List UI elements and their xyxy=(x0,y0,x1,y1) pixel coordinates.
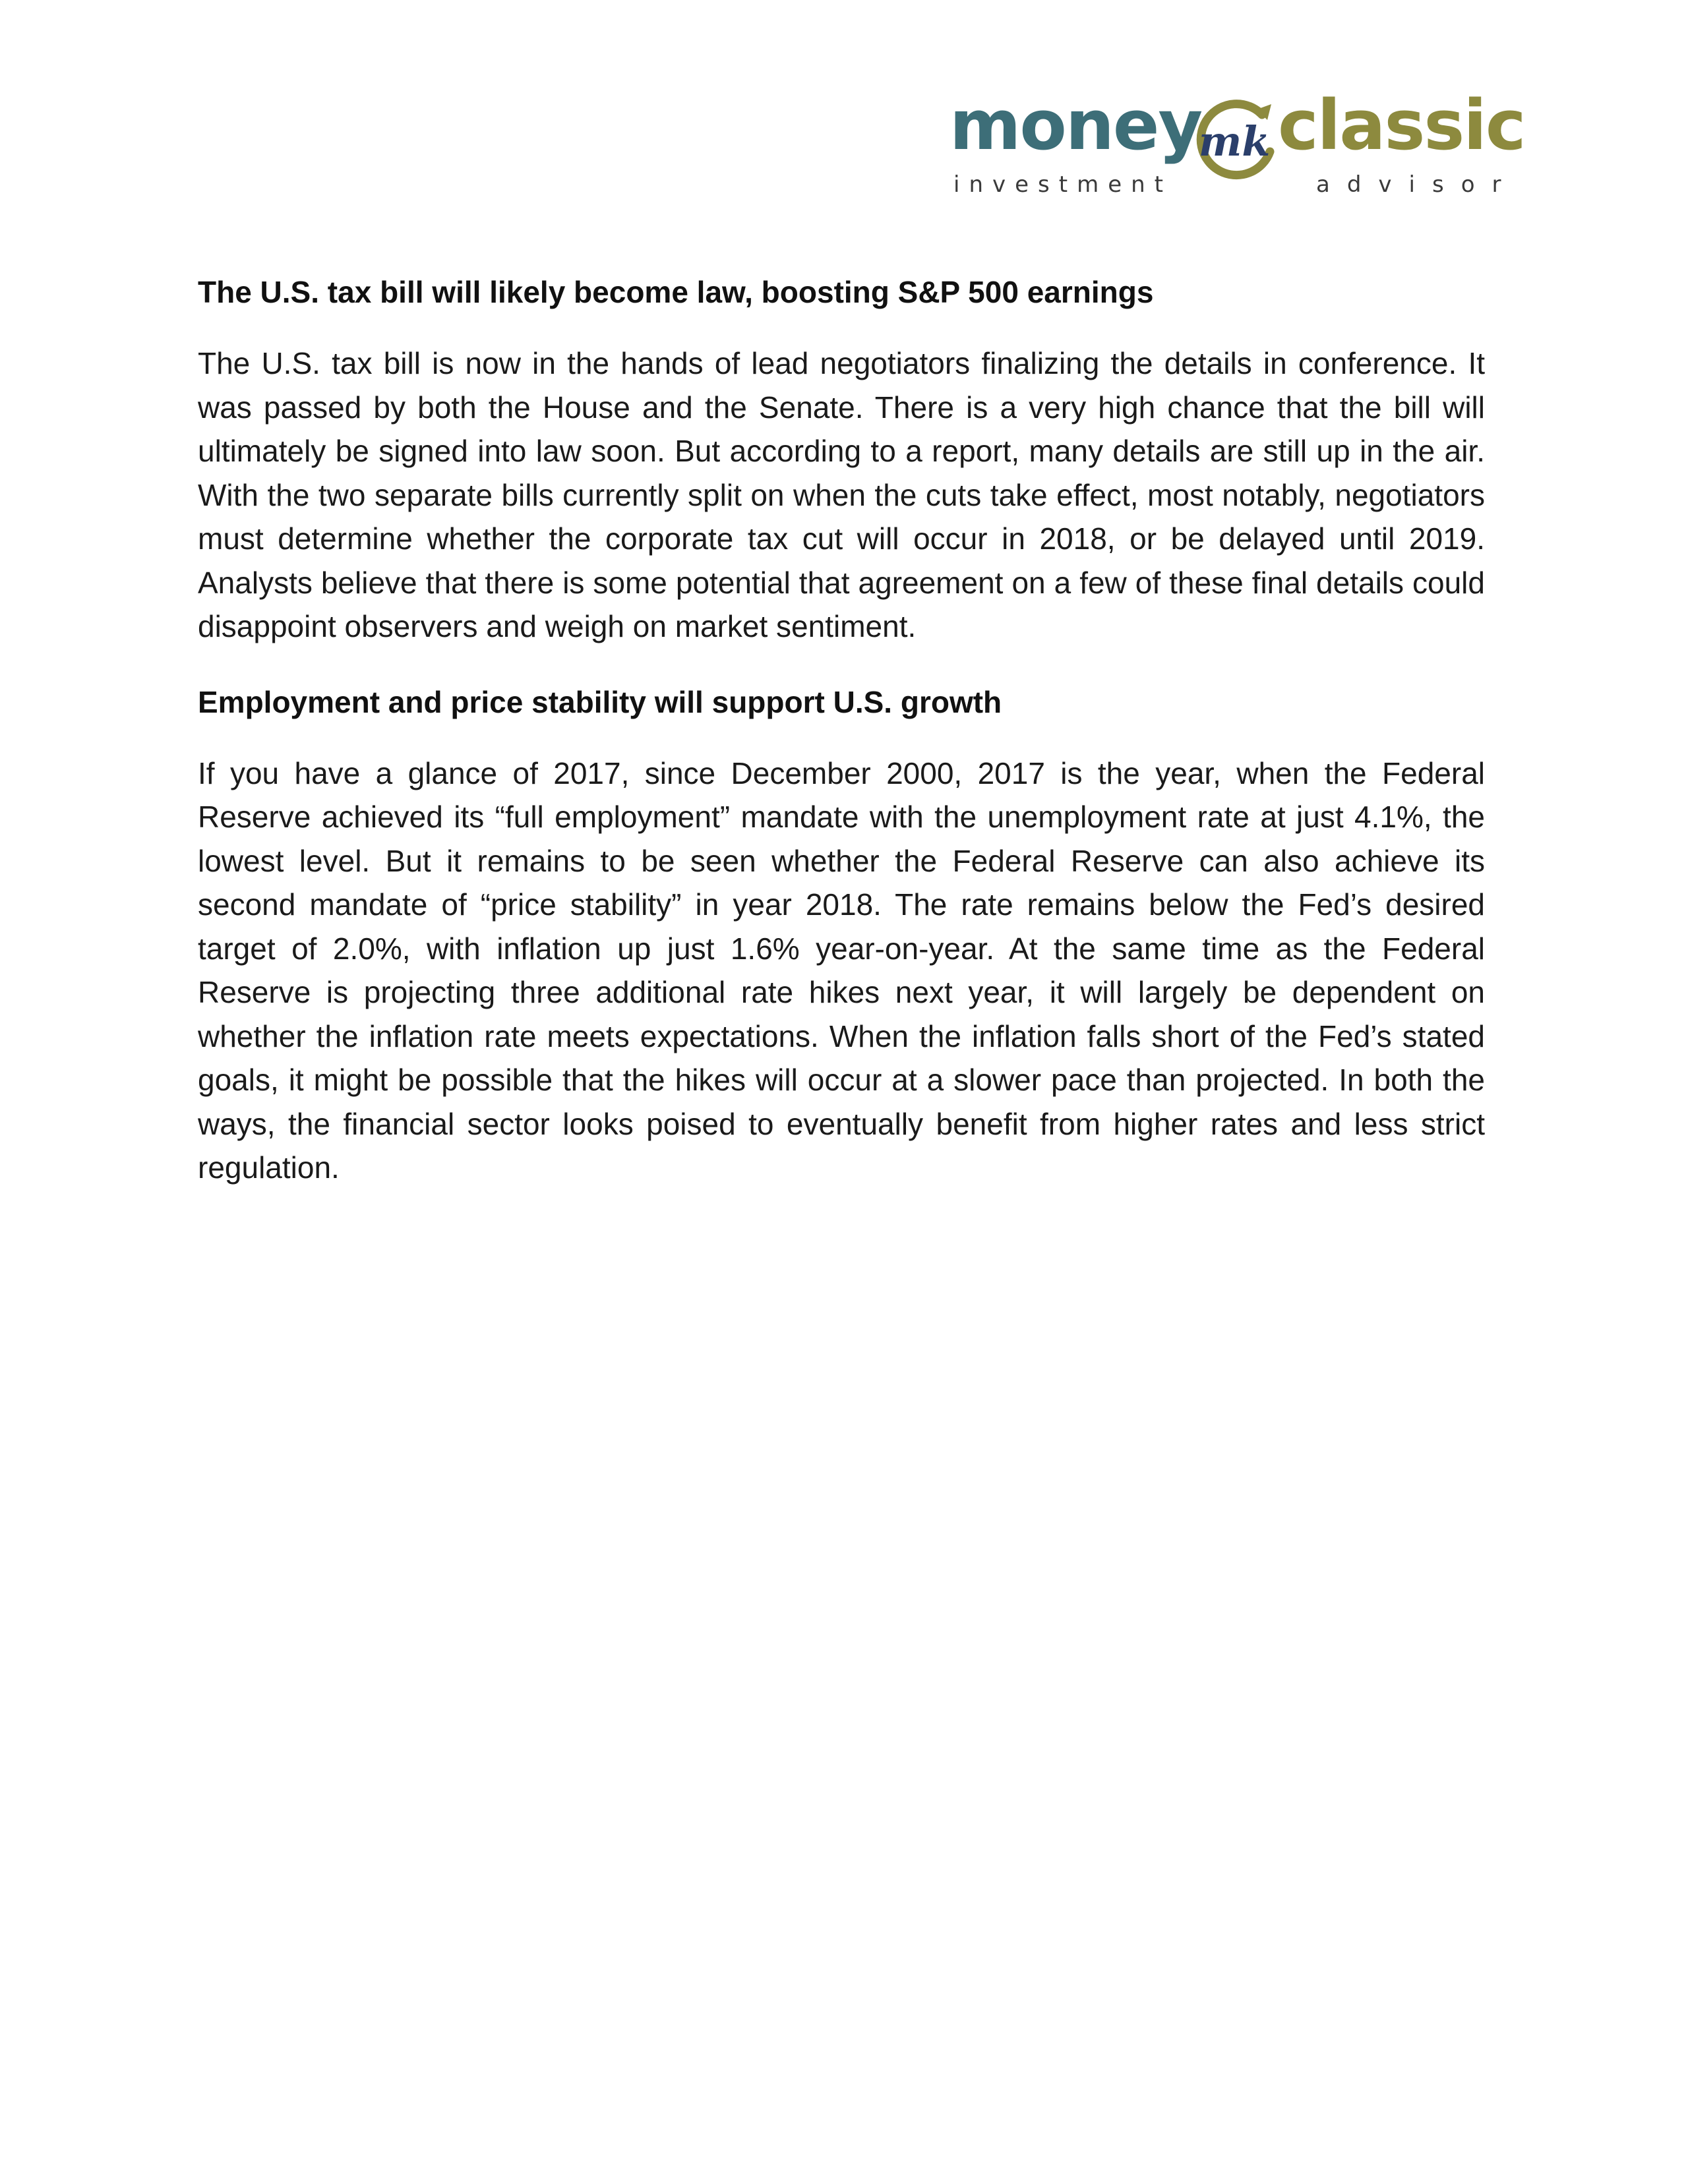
section-heading-employment: Employment and price stability will support U.S. growth xyxy=(198,684,1002,719)
logo-mark-letters: mk xyxy=(1198,117,1271,165)
logo-mk-emblem-icon xyxy=(1188,95,1281,187)
article-body xyxy=(198,270,1485,1190)
logo-tagline-advisor: advisor xyxy=(1316,171,1519,198)
logo-word-classic: classic xyxy=(1278,85,1525,165)
section-paragraph-tax-bill: The U.S. tax bill is now in the hands of lead negotiators finalizing the details in conference. It was passed by both the House and the Senate. There is a very high chance that the bill will ultimately be signed into law soon. But according to a report, many details are still up in the air. With the two separate bills currently split on when the cuts take effect, most notably, negotiators must determine whether the corporate tax cut will occur in 2018, or be delayed until 2019. Analysts believe that there is some potential that agreement on a few of these final details could disappoint observers and weigh on market sentiment. xyxy=(198,346,1485,643)
logo-tagline-investment: investment xyxy=(953,171,1172,198)
section-heading-tax-bill: The U.S. tax bill will likely become law, boosting S&P 500 earnings xyxy=(198,275,1154,309)
company-logo xyxy=(950,85,1525,204)
section-paragraph-employment: If you have a glance of 2017, since December 2000, 2017 is the year, when the Federal Reserve achieved its “full employment” mandate with the unemployment rate at just 4.1%, the lowest level. But it remains to be seen whether the Federal Reserve can also achieve its second mandate of “price stability” in year 2018. The rate remains below the Fed’s desired target of 2.0%, with inflation up just 1.6% year-on-year. At the same time as the Federal Reserve is projecting three additional rate hikes next year, it will largely be dependent on whether the inflation rate meets expectations. When the inflation falls short of the Fed’s stated goals, it might be possible that the hikes will occur at a slower pace than projected. In both the ways, the financial sector looks poised to eventually benefit from higher rates and less strict regulation. xyxy=(198,755,1485,1185)
logo-wordmark xyxy=(950,85,1525,171)
logo-word-money: money xyxy=(950,85,1202,165)
